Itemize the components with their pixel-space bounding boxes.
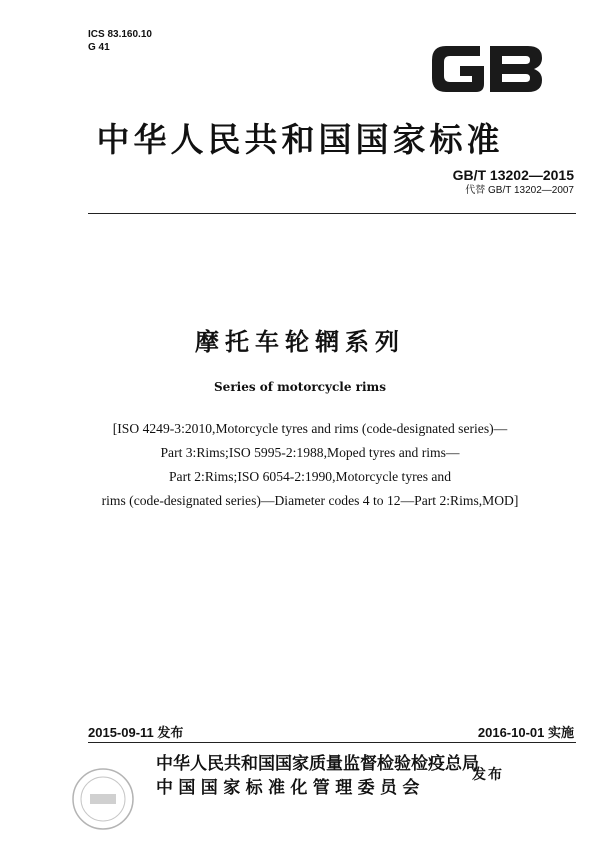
ics-code: ICS 83.160.10 xyxy=(88,29,152,40)
iso-ref-line: Part 3:Rims;ISO 5995-2:1988,Moped tyres and rims— xyxy=(160,445,460,460)
iso-ref-line: Part 2:Rims;ISO 6054-2:1990,Motorcycle tyres and xyxy=(168,469,452,484)
ics-block xyxy=(88,28,152,54)
top-divider xyxy=(88,213,576,214)
watermark-stamp-icon xyxy=(68,764,138,834)
publish-date: 2015-09-11 发布 xyxy=(88,725,184,740)
classification-code: G 41 xyxy=(88,42,110,53)
implement-date: 2016-10-01 实施 xyxy=(477,725,574,740)
standard-number: GB/T 13202—2015 xyxy=(452,167,574,183)
issuer-block xyxy=(156,752,479,800)
issuer-line-1: 中华人民共和国国家质量监督检验检疫总局 xyxy=(156,754,479,774)
document-title-en: Series of motorcycle rims xyxy=(214,380,386,394)
national-standard-title: 中华人民共和国国家标准 xyxy=(96,120,504,159)
iso-ref-line: rims (code-designated series)—Diameter codes 4 to 12—Part 2:Rims,MOD] xyxy=(101,493,519,508)
issue-label: 发布 xyxy=(472,767,504,783)
bottom-divider xyxy=(88,742,576,743)
document-title-cn: 摩托车轮辋系列 xyxy=(195,328,405,356)
iso-reference xyxy=(60,417,560,513)
iso-ref-line: [ISO 4249-3:2010,Motorcycle tyres and rims (code-designated series)— xyxy=(112,421,508,436)
gb-logo-icon xyxy=(428,38,546,100)
standard-number-block xyxy=(453,166,574,197)
replaces-standard: 代替 GB/T 13202—2007 xyxy=(465,185,574,196)
issuer-line-2: 中国国家标准化管理委员会 xyxy=(156,778,425,798)
